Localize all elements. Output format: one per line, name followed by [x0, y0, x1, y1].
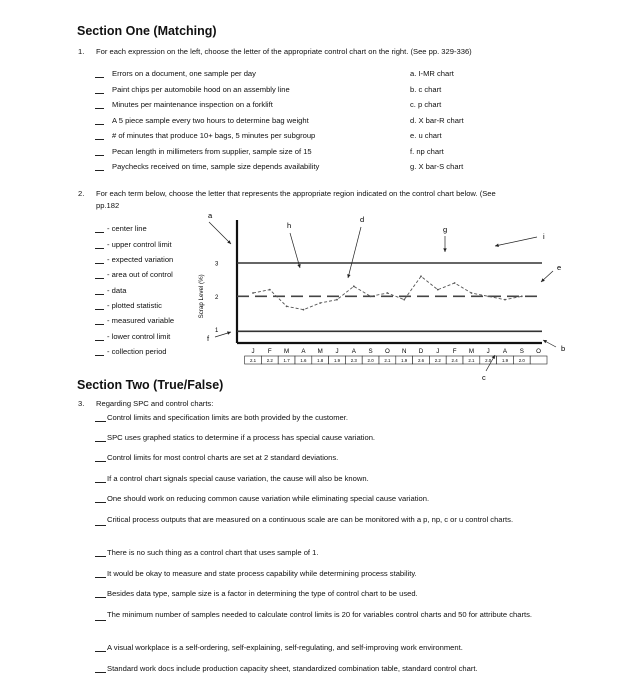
month-label: S	[368, 348, 373, 355]
annotation-arrow	[348, 227, 361, 278]
annotation-letter: i	[543, 232, 545, 241]
q2-term	[95, 347, 167, 356]
q3-item-text: Critical process outputs that are measured on a continuous scale are can be monitored with a p, np, c or u control charts.	[107, 515, 514, 524]
q1-item-text: Paychecks received on time, sample size depends availability	[112, 162, 320, 171]
annotation-arrow	[209, 222, 231, 244]
data-point	[437, 289, 439, 291]
q2-term-text: - data	[107, 286, 127, 295]
q2-number: 2.	[78, 189, 85, 198]
answer-blank[interactable]	[95, 147, 104, 156]
month-label: S	[519, 348, 524, 355]
q3-item	[95, 664, 478, 673]
month-label: A	[351, 348, 356, 355]
value-label: 2.0	[518, 357, 525, 363]
month-label: F	[452, 348, 457, 355]
answer-blank[interactable]	[95, 413, 106, 422]
q1-item-text: Errors on a document, one sample per day	[112, 69, 256, 78]
q3-item-text: Control limits for most control charts are set at 2 standard deviations.	[107, 453, 339, 462]
month-label: J	[335, 348, 339, 355]
data-point	[471, 292, 473, 294]
y-tick-label: 2	[215, 294, 219, 301]
month-label: M	[317, 348, 323, 355]
control-chart	[195, 208, 595, 388]
q1-item	[95, 162, 319, 171]
q3-number: 3.	[78, 399, 85, 408]
data-point	[336, 299, 338, 301]
answer-blank[interactable]	[95, 286, 104, 295]
answer-blank[interactable]	[95, 548, 106, 557]
q3-item-text: A visual workplace is a self-ordering, self-explaining, self-regulating, and self-improving work environment.	[107, 643, 463, 652]
q2-term-text: - center line	[107, 224, 147, 233]
q3-item-text: Besides data type, sample size is a factor in determining the type of control chart to be used.	[107, 589, 418, 598]
q1-option: d. X bar-R chart	[410, 116, 464, 125]
q1-item	[95, 100, 273, 109]
data-point	[269, 289, 271, 291]
data-point	[403, 299, 405, 301]
arrow-head	[495, 244, 499, 247]
data-point	[252, 292, 254, 294]
q3-item	[95, 569, 417, 578]
answer-blank[interactable]	[95, 69, 104, 78]
month-label: F	[267, 348, 272, 355]
q1-option: e. u chart	[410, 131, 442, 140]
annotation-letter: f	[207, 334, 210, 343]
value-label: 2.0	[485, 357, 492, 363]
q3-item	[95, 609, 549, 621]
answer-blank[interactable]	[95, 347, 104, 356]
annotation-letter: c	[482, 373, 486, 382]
value-label: 1.7	[283, 357, 290, 363]
q1-item-text: # of minutes that produce 10+ bags, 5 minutes per subgroup	[112, 131, 316, 140]
q1-item	[95, 116, 309, 125]
q3-item-text: There is no such thing as a control chart that uses sample of 1.	[107, 548, 319, 557]
q2-term-text: - measured variable	[107, 316, 175, 325]
value-label: 2.3	[350, 357, 357, 363]
answer-blank[interactable]	[95, 116, 104, 125]
month-label: J	[251, 348, 255, 355]
data-point	[303, 309, 305, 311]
q1-item-text: Minutes per maintenance inspection on a forklift	[112, 100, 273, 109]
value-label: 2.1	[249, 357, 257, 363]
arrow-head	[443, 248, 446, 252]
value-label: 1.6	[300, 357, 307, 363]
answer-blank[interactable]	[95, 664, 106, 673]
month-label: J	[436, 348, 440, 355]
answer-blank[interactable]	[95, 589, 106, 598]
answer-blank[interactable]	[95, 240, 104, 249]
answer-blank[interactable]	[95, 453, 106, 462]
q1-option: c. p chart	[410, 100, 442, 109]
section-two-title: Section Two (True/False)	[77, 378, 224, 392]
value-label: 2.6	[417, 357, 425, 363]
q3-prompt: Regarding SPC and control charts:	[96, 399, 214, 408]
q2-term-text: - collection period	[107, 347, 167, 356]
q1-option: b. c chart	[410, 85, 442, 94]
section-one-title: Section One (Matching)	[77, 24, 217, 38]
q3-item-text: If a control chart signals special cause variation, the cause will also be known.	[107, 474, 369, 483]
answer-blank[interactable]	[95, 255, 104, 264]
month-label: M	[468, 348, 474, 355]
q1-option: g. X bar-S chart	[410, 162, 464, 171]
annotation-letter: d	[360, 215, 365, 224]
value-label: 1.9	[333, 357, 341, 363]
q3-item-text: Control limits and specification limits are both provided by the customer.	[107, 413, 349, 422]
y-tick-label: 1	[215, 328, 219, 335]
q1-item-text: Pecan length in millimeters from supplier, sample size of 15	[112, 147, 312, 156]
q1-item	[95, 147, 312, 156]
value-label: 1.8	[317, 357, 324, 363]
data-point	[387, 292, 389, 294]
data-point	[370, 295, 372, 297]
data-point	[504, 299, 506, 301]
annotation-letter: h	[287, 221, 292, 230]
y-tick-label: 3	[215, 261, 219, 268]
q3-item	[95, 548, 318, 557]
q1-item	[95, 131, 315, 140]
q1-option: f. np chart	[410, 147, 444, 156]
value-label: 2.4	[451, 357, 458, 363]
answer-blank[interactable]	[95, 131, 104, 140]
data-point	[286, 305, 288, 307]
q3-item-text: One should work on reducing common cause variation while eliminating special cause variation.	[107, 494, 430, 503]
data-point	[319, 302, 321, 304]
q3-item-text: SPC uses graphed statics to determine if a process has special cause variation.	[107, 433, 376, 442]
answer-blank[interactable]	[95, 100, 104, 109]
q2-term	[95, 240, 172, 249]
answer-blank[interactable]	[95, 517, 106, 526]
y-axis-label: Scrap Level (%)	[198, 274, 205, 319]
q3-item	[95, 453, 338, 462]
data-point	[521, 295, 523, 297]
answer-blank[interactable]	[95, 270, 104, 279]
q3-item-text: The minimum number of samples needed to calculate control limits is 20 for variables control charts and 50 for attribute charts.	[107, 610, 533, 619]
q2-term	[95, 270, 173, 279]
data-point	[454, 282, 456, 284]
q1-option: a. I-MR chart	[410, 69, 454, 78]
q1-item-text: A 5 piece sample every two hours to determine bag weight	[112, 116, 309, 125]
answer-blank[interactable]	[95, 569, 106, 578]
q2-term-text: - upper control limit	[107, 240, 172, 249]
q2-term	[95, 224, 147, 233]
q2-term	[95, 301, 162, 310]
value-label: 2.1	[384, 357, 391, 363]
value-label: 1.9	[501, 357, 509, 363]
answer-blank[interactable]	[95, 301, 104, 310]
q3-item	[95, 589, 418, 598]
q2-term	[95, 332, 170, 341]
q3-item	[95, 433, 375, 442]
answer-blank[interactable]	[95, 162, 104, 171]
annotation-letter: b	[561, 344, 566, 353]
q2-term-text: - expected variation	[107, 255, 174, 264]
month-label: O	[384, 348, 390, 355]
q3-item	[95, 474, 369, 483]
q3-item-text: Standard work docs include production capacity sheet, standardized combination table, standard control chart.	[107, 664, 478, 673]
value-label: 2.0	[367, 357, 374, 363]
answer-blank[interactable]	[95, 224, 104, 233]
value-cell-empty	[530, 356, 547, 364]
q1-number: 1.	[78, 47, 85, 56]
month-label: A	[301, 348, 306, 355]
q2-term-text: - lower control limit	[107, 332, 171, 341]
annotation-letter: e	[557, 263, 562, 272]
data-point	[420, 275, 422, 277]
month-label: J	[486, 348, 490, 355]
q3-item	[95, 413, 348, 422]
q2-term-text: - plotted statistic	[107, 301, 162, 310]
q1-item	[95, 69, 256, 78]
value-label: 1.9	[401, 357, 408, 363]
annotation-letter: g	[443, 225, 448, 234]
month-label: A	[502, 348, 508, 355]
answer-blank[interactable]	[95, 85, 104, 94]
answer-blank[interactable]	[95, 643, 106, 652]
answer-blank[interactable]	[95, 494, 106, 503]
q1-item-text: Paint chips per automobile hood on an assembly line	[112, 85, 290, 94]
q3-item-text: It would be okay to measure and state process capability while determining process stability.	[107, 569, 417, 578]
answer-blank[interactable]	[95, 433, 106, 442]
q2-term	[95, 286, 126, 295]
q3-item	[95, 514, 549, 526]
annotation-arrow	[495, 237, 537, 246]
answer-blank[interactable]	[95, 316, 104, 325]
data-point	[353, 285, 355, 287]
month-label: O	[536, 348, 542, 355]
q2-term	[95, 255, 173, 264]
answer-blank[interactable]	[95, 332, 104, 341]
data-point	[487, 295, 489, 297]
month-label: M	[284, 348, 290, 355]
answer-blank[interactable]	[95, 474, 106, 483]
q1-prompt: For each expression on the left, choose the letter of the appropriate control chart on the right. (See pp. 329-336)	[96, 47, 472, 56]
value-label: 2.1	[468, 357, 475, 363]
q3-item	[95, 494, 429, 503]
arrow-head	[347, 274, 350, 278]
annotation-letter: a	[208, 211, 213, 220]
q3-item	[95, 643, 463, 652]
value-label: 2.2	[434, 357, 441, 363]
q2-term	[95, 316, 174, 325]
q2-prompt-line2: pp.182	[96, 201, 120, 210]
value-label: 2.2	[266, 357, 273, 363]
q1-item	[95, 85, 290, 94]
q2-term-text: - area out of control	[107, 270, 173, 279]
q2-prompt-line1: For each term below, choose the letter that represents the appropriate region indicated on the control chart below. (See	[96, 189, 496, 198]
month-label: D	[418, 348, 424, 355]
month-label: N	[401, 348, 407, 355]
answer-blank[interactable]	[95, 612, 106, 621]
